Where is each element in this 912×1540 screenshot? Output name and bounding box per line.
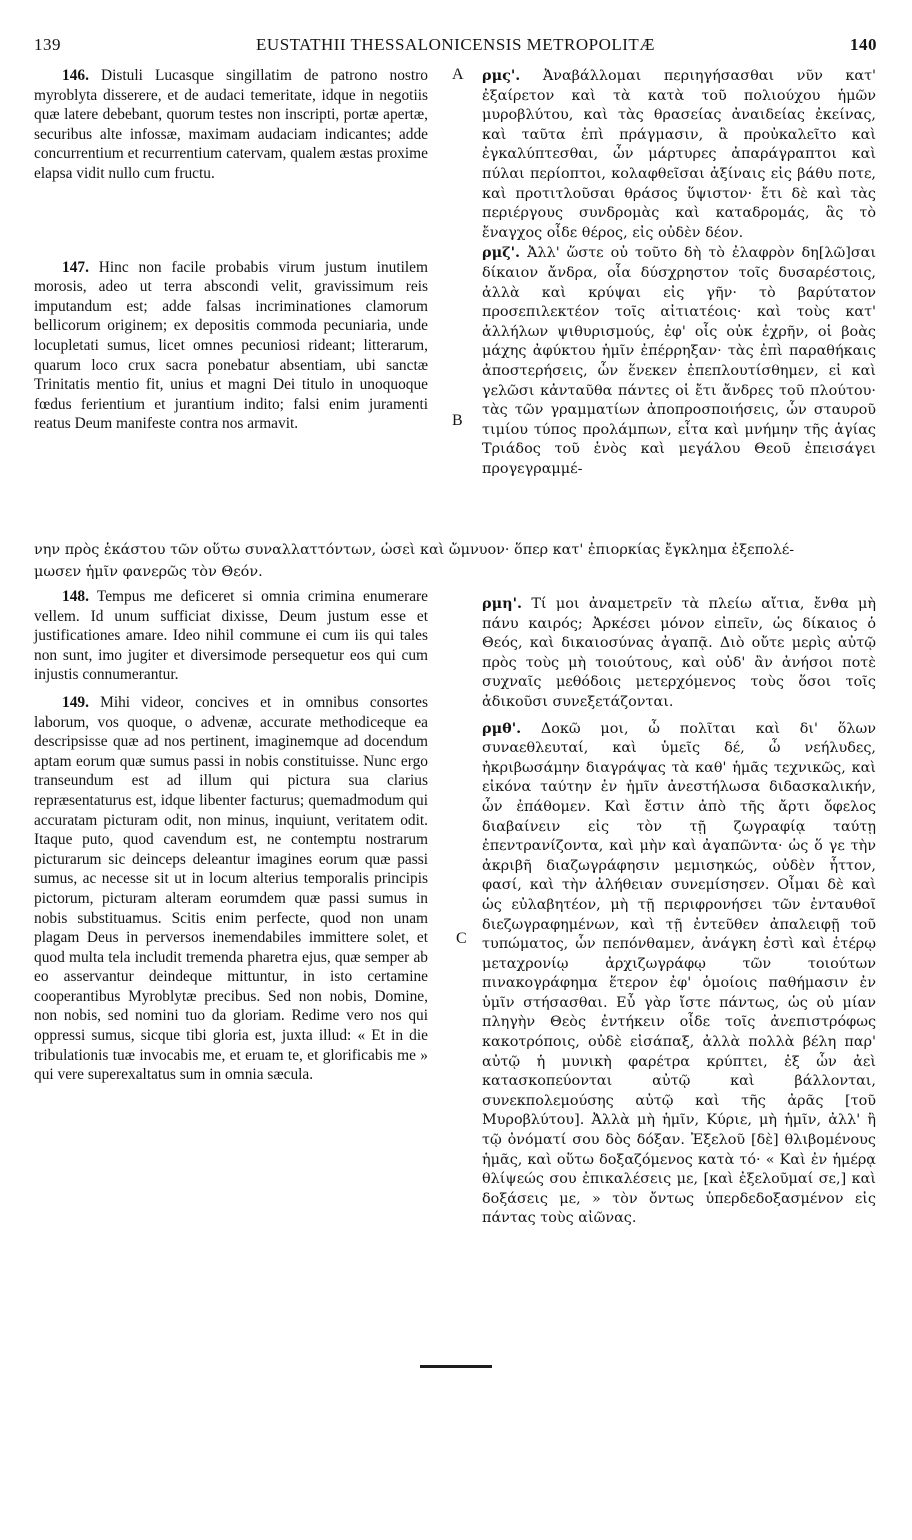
page-number-right: 140 [850,35,877,54]
latin-paragraph-149 [34,693,428,1085]
greek-paragraph-147 [482,243,876,479]
paragraph-number: 149. [62,693,89,711]
margin-marker-c: C [456,930,467,947]
paragraph-text: Hinc non facile probabis virum justum inutilem morosis, adeo ut terra abscondi velit, gravissimum reis imputandum est; adde falsas incriminationes clamorum bellicorum originem; ex depositis commoda pecuniaria, unde locupletati sumus, licet omnes pecuniosi rideant; litterarum, quarum loco crux sacra ponebatur absentiam, ubi sanctæ Trinitatis mentio fit, unius et magni Dei titulo in unoquoque fœdus ferientium et jurantium indito; falsi enim juramenti reatus Deum manifeste contra nos armavit. [34,258,428,433]
paragraph-text: Ἀλλ' ὥστε οὐ τοῦτο δὴ τὸ ἐλαφρὸν δη[λῶ]σαι δίκαιον ἄνδρα, οἷα δύσχρηστον τοῖς δυσαρέστοις, ἀλλὰ καὶ κρύψαι εἰς γῆν· τὸ βαρύτατον προσεπιλεκτέον τοῖς αἰτιατέοις· καὶ τοὺς κατ' ἀλλήλων ψιθυρισμούς, ἐφ' οἷς οὐκ ἐχρῆν, οἱ βοὰς μάχης ἀφύκτου ἡμῖν ἐπέρρηξαν· τὰς ἐπὶ παραθήκαις ἀποστερήσεις, ὧν ἕνεκεν ἐπεπλουτίσθημεν, εἰ καὶ γελῶσι κἀνταῦθα πάντες οἱ ἔτι ἄνδρες τοῦ πλούτου· τὰς τῶν γραμματίων ἀποπροσποιήσεις, ὧν σταυροῦ τιμίου τύπος προλάμπων, εἶτα καὶ μνήμην τῆς ἁγίας Τριάδος τοῦ ἑνὸς καὶ μεγάλου Θεοῦ ἐπεισάγει προγεγραμμέ- [482,245,877,477]
paragraph-number: 148. [62,588,89,605]
paragraph-text: Tempus me deficeret si omnia crimina enumerare vellem. Id unum sufficiat dixisse, Deum justum esse et justificationes amare. Ideo nihil commune ei cum iis qui tales non sunt, imo jugiter et diversimode persequetur eos qui cum injustis connumerantur. [34,588,428,684]
latin-column-top [34,66,428,434]
greek-column-top [482,66,876,479]
paragraph-number: ρμθ'. [482,719,522,737]
paragraph-number: 146. [62,67,89,84]
paragraph-text: Δοκῶ μοι, ὦ πολῖται καὶ δι' ὅλων συναεθλευταί, καὶ ὑμεῖς δέ, ὦ νεήλυδες, ἠκριβωσάμην διαγράψας τὰ καθ' ἡμᾶς τεχνικῶς, καὶ εἰκόνα ταύτην ἐν ἡμῖν ἀνεστήλωσα διδασκαλικήν, ὧν ἐπάθομεν. Καὶ ἔστιν ἀπὸ τῆς ἄρτι ὄφελος διαβαίνειν εἰς τὸν τῇ ζωγραφίᾳ ταύτῃ ἐπεντρανίζοντα, καὶ μὴν καὶ ἀγαπῶντα· ὡς ὅ γε τὴν ἀκριβῆ διαζωγράφησιν μεμισηκώς, οὐδὲν ἧττον, φασί, καὶ τὴν ἀλήθειαν συνεμίσησεν. Οἶμαι δὲ καὶ ὡς εὐλαβητέον, μὴ τῇ περιφρονήσει τῶν ἐνταυθοῖ διεζωγραφημένων, καὶ τῇ ἐντεῦθεν ἀπαλειφῇ τοῦ τυπώματος, ὧν πεπόνθαμεν, ἀνάγκη ἐστὶ καὶ ἑτέρῳ μεταχρονίῳ ἀρχιζωγράφῳ τῶν τοιούτων πινακογράφημα ἕτερον ἐφ' ὁμοίοις παθήμασιν ἐν ὑμῖν στήσασθαι. Εὖ γὰρ ἴστε πάντως, ὡς οὐ μίαν πληγὴν Θεὸς ἐντήκειν οἶδε τοῖς ἀνεπιστρόφως κακοτρόποις, οὐδὲ εἰσάπαξ, ἀλλὰ πολλὰ βέλη παρ' αὐτῷ ἡ μυνικὴ φαρέτρα κρύπτει, ἐξ ὧν ἀεὶ κατασκοπεύονται αὐτῷ καὶ βάλλονται, συνεκπολεμούσης αὐτῷ καὶ τῆς ἀρᾶς [τοῦ Μυροβλύτου]. Ἀλλὰ μὴ ἡμῖν, Κύριε, μὴ ἡμῖν, ἀλλ' ἢ τῷ ὀνόματί σου δὸς δόξαν. Ἐξελοῦ [δὲ] θλιβομένους ἡμᾶς, καὶ οὕτω δοξαζόμενος κατὰ τό· « Καὶ ἐν ἡμέρᾳ θλίψεώς σου ἐπικαλέσεις με, [καὶ ἐξελοῦμαί σε,] καὶ δοξάσεις με, » τὸν ὄντως ὑπερδεδοξασμένον εἰς πάντας τοὺς αἰῶνας. [482,720,876,1227]
greek-paragraph-146 [482,66,876,243]
paragraph-number: ρμζ'. [482,244,521,262]
end-rule [420,1365,492,1368]
greek-paragraph-147-end: μωσεν ἡμῖν φανερῶς τὸν Θεόν. [34,564,263,580]
page-header [34,35,877,61]
paragraph-text: Ἀναβάλλομαι περιηγήσασθαι νῦν κατ' ἐξαίρετον καὶ τὰ κατὰ τοῦ πολιούχου ἡμῶν μυροβλύτου, καὶ τὰς θρασείας ἀναιδείας ἐκείνας, καὶ ταῦτα ἐπὶ πράγμασιν, ἃ προὐκαλεῖτο καὶ ἐγκαλύπτεσθαι, ὧν μάρτυρες ἀπαράγραπτοι καὶ πύλαι περίοπτοι, κολαφθεῖσαι ἀξίναις εἰς βάθυ ποτε, καὶ προτιτλοῦσαι θράσος ὕψιστον· ἔτι δὲ καὶ τὰς περιέργους συνδρομὰς καὶ καταδρομάς, ἃς τὸ ἔναγχος οἶδε θέρος, εἰς οὐδὲν δέον. [482,68,876,241]
paragraph-number: 147. [62,258,89,276]
margin-marker-a: A [452,66,464,83]
latin-paragraph-146 [34,66,428,184]
paragraph-number: ρμς'. [482,67,521,84]
latin-paragraph-148 [34,587,428,685]
margin-marker-b: B [452,412,463,429]
greek-column-bottom [482,590,876,1229]
latin-paragraph-147 [34,258,428,434]
paragraph-text: Mihi videor, concives et in omnibus consortes laborum, vos quoque, o advenæ, accurate methodiceque ea descripsisse quæ ad nos pertinent, imaginemque ad docendum aptam eorum quæ sumus passi in nobis constituisse. Nunc ergo transeundum est ad illum qui pictura sua clarius repræsentaturus est, idque libenter facturus; quemadmodum qui accuratam picturam odit, non minus, inquiunt, veritatem odit. Itaque puto, quod cavendum est, ne contemptu nostrarum picturarum sic deinceps deleantur imagines eorum quæ passi sumus, ac necesse sit ut in locum alterius temporalis principis pictorum, picturam alteram eorumdem quæ passi sumus in nobis substituamus. Scitis enim perfecte, quod non unam plagam Deus in perversos inemendabiles immittere solet, et quod multa tela includit tremenda pharetra ejus, quæ semper ab eo asservantur deindeque mittuntur, in isto certamine cooperantibus Myroblytæ precibus. Sed non nobis, Domine, non nobis, sed nomini tuo da gloriam. Redime vero nos qui oppressi sumus, sicque tibi gloria est, juxta illud: « Et in die tribulationis tuæ invocabis me, et eruam te, et glorificabis me » qui vere superexaltatus sum in omnia sæcula. [34,693,428,1084]
greek-spanning-line: νην πρὸς ἑκάστου τῶν οὕτω συναλλαττόντων, ὡσεὶ καὶ ὤμνυον· ὅπερ κατ' ἐπιορκίας ἔγκλημα ἐξεπολέ- [34,542,795,558]
running-title: EUSTATHII THESSALONICENSIS METROPOLITÆ [256,35,655,54]
latin-column-bottom [34,587,428,1085]
greek-paragraph-148 [482,594,876,713]
page-number-left: 139 [34,35,61,54]
paragraph-number: ρμη'. [482,595,522,612]
paragraph-text: Distuli Lucasque singillatim de patrono nostro myroblyta disserere, et de audaci temeritate, idque in negotiis quæ latere debebant, quorum testes non inscripti, portæ apertæ, securibus alte infossæ, maximam audaciam indicantes; adde concurrentium et recurrentium catervam, qualem æstas proxime elapsa vidit nullo cum fructu. [34,67,428,182]
paragraph-text: Τί μοι ἀναμετρεῖν τὰ πλείω αἴτια, ἔνθα μὴ πάνυ καιρός; Ἀρκέσει μόνον εἰπεῖν, ὡς δίκαιος ὁ Θεός, καὶ δικαιοσύνας ἀγαπᾷ. Διὸ οὔτε μερὶς αὐτῷ πρὸς τοὺς μὴ τοιούτους, καὶ οὐδ' ἂν ἀνήσοι ποτὲ συχναῖς μεθόδοις μετερχόμενος τοὺς ὅσοι τοῖς ἀδικοῦσι συνεξετάζονται. [482,596,876,710]
greek-paragraph-149 [482,719,876,1229]
